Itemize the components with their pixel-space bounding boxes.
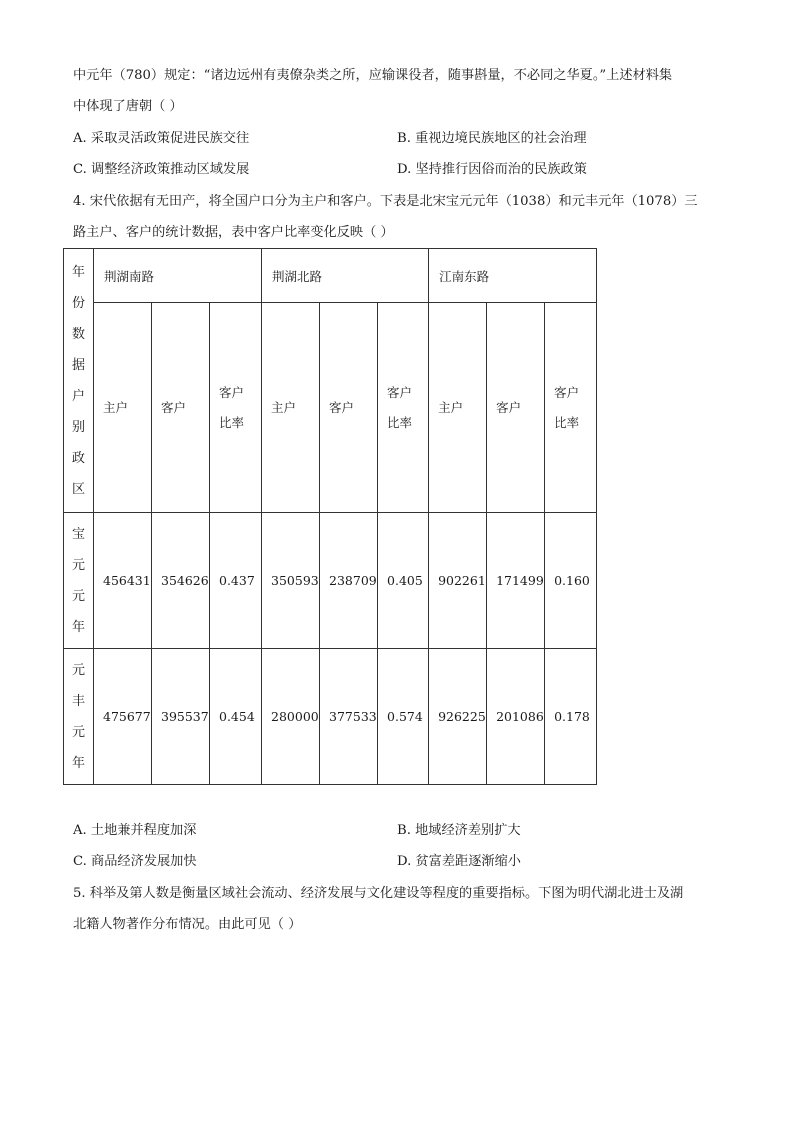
header-ratio-line2: 比率 (554, 414, 580, 430)
header-ratio (378, 303, 429, 513)
corner-char: 户 (71, 388, 85, 404)
corner-char: 年 (71, 264, 85, 280)
table-corner-cell (64, 249, 94, 513)
table-cell: 0.437 (210, 513, 262, 649)
region-header-jiangnan-east: 江南东路 (429, 249, 597, 303)
year-cell-yuanfeng (64, 649, 94, 785)
header-zhuhu: 主户 (262, 303, 320, 513)
corner-char: 别 (71, 419, 85, 435)
year-char: 元 (71, 662, 85, 678)
year-cell-baoyuan (64, 513, 94, 649)
table-cell: 280000 (262, 649, 320, 785)
q3-option-c: C. 调整经济政策推动区域发展 (73, 162, 250, 177)
header-kehu: 客户 (152, 303, 210, 513)
header-ratio-line1: 客户 (219, 384, 245, 400)
table-cell: 350593 (262, 513, 320, 649)
q4-stem-line1: 4. 宋代依据有无田产，将全国户口分为主户和客户。下表是北宋宝元元年（1038）和元丰元年（1078）三 (73, 194, 698, 209)
q5-stem-line1: 5. 科举及第人数是衡量区域社会流动、经济发展与文化建设等程度的重要指标。下图为明代湖北进士及湖 (73, 886, 684, 901)
table-cell: 0.574 (378, 649, 429, 785)
table-cell: 201086 (487, 649, 545, 785)
header-ratio-line2: 比率 (219, 414, 245, 430)
q5-stem-line2: 北籍人物著作分布情况。由此可见（ ） (73, 917, 302, 932)
year-char: 元 (71, 557, 85, 573)
header-ratio (545, 303, 597, 513)
table-cell: 902261 (429, 513, 487, 649)
table-cell: 395537 (152, 649, 210, 785)
table-cell: 171499 (487, 513, 545, 649)
table-cell: 0.405 (378, 513, 429, 649)
year-char: 元 (71, 588, 85, 604)
corner-char: 区 (71, 481, 85, 497)
q3-stem-line1: 中元年（780）规定：“诸边远州有夷僚杂类之所，应输课役者，随事斟量，不必同之华夏。”上述材料集 (73, 68, 673, 83)
year-char: 宝 (71, 526, 85, 542)
corner-char: 数 (71, 326, 85, 342)
year-char: 丰 (71, 693, 85, 709)
table-cell: 926225 (429, 649, 487, 785)
header-ratio-line2: 比率 (387, 414, 413, 430)
q3-option-b: B. 重视边境民族地区的社会治理 (397, 131, 587, 146)
q3-stem-line2: 中体现了唐朝（ ） (73, 99, 183, 114)
table-cell: 238709 (320, 513, 378, 649)
header-kehu: 客户 (320, 303, 378, 513)
table-cell: 475677 (94, 649, 152, 785)
household-statistics-table (63, 248, 597, 785)
header-zhuhu: 主户 (429, 303, 487, 513)
q4-option-d: D. 贫富差距逐渐缩小 (397, 854, 521, 869)
year-char: 年 (71, 619, 85, 635)
corner-char: 政 (71, 450, 85, 466)
header-zhuhu: 主户 (94, 303, 152, 513)
corner-char: 据 (71, 357, 85, 373)
header-ratio-line1: 客户 (554, 384, 580, 400)
table-cell: 377533 (320, 649, 378, 785)
year-char: 年 (71, 755, 85, 771)
table-cell: 0.160 (545, 513, 597, 649)
header-ratio (210, 303, 262, 513)
header-ratio-line1: 客户 (387, 384, 413, 400)
region-header-jinghu-south: 荆湖南路 (94, 249, 262, 303)
header-kehu: 客户 (487, 303, 545, 513)
table-row-yuanfeng (64, 649, 597, 785)
region-header-jinghu-north: 荆湖北路 (262, 249, 429, 303)
table-cell: 456431 (94, 513, 152, 649)
q4-stem-line2: 路主户、客户的统计数据，表中客户比率变化反映（ ） (73, 225, 394, 240)
q3-option-a: A. 采取灵活政策促进民族交往 (73, 131, 250, 146)
q4-option-c: C. 商品经济发展加快 (73, 854, 197, 869)
q4-option-a: A. 土地兼并程度加深 (73, 823, 197, 838)
table-cell: 0.454 (210, 649, 262, 785)
q4-option-b: B. 地域经济差别扩大 (397, 823, 521, 838)
table-cell: 354626 (152, 513, 210, 649)
table-cell: 0.178 (545, 649, 597, 785)
corner-char: 份 (71, 295, 85, 311)
q3-option-d: D. 坚持推行因俗而治的民族政策 (397, 162, 587, 177)
year-char: 元 (71, 724, 85, 740)
table-row-baoyuan (64, 513, 597, 649)
